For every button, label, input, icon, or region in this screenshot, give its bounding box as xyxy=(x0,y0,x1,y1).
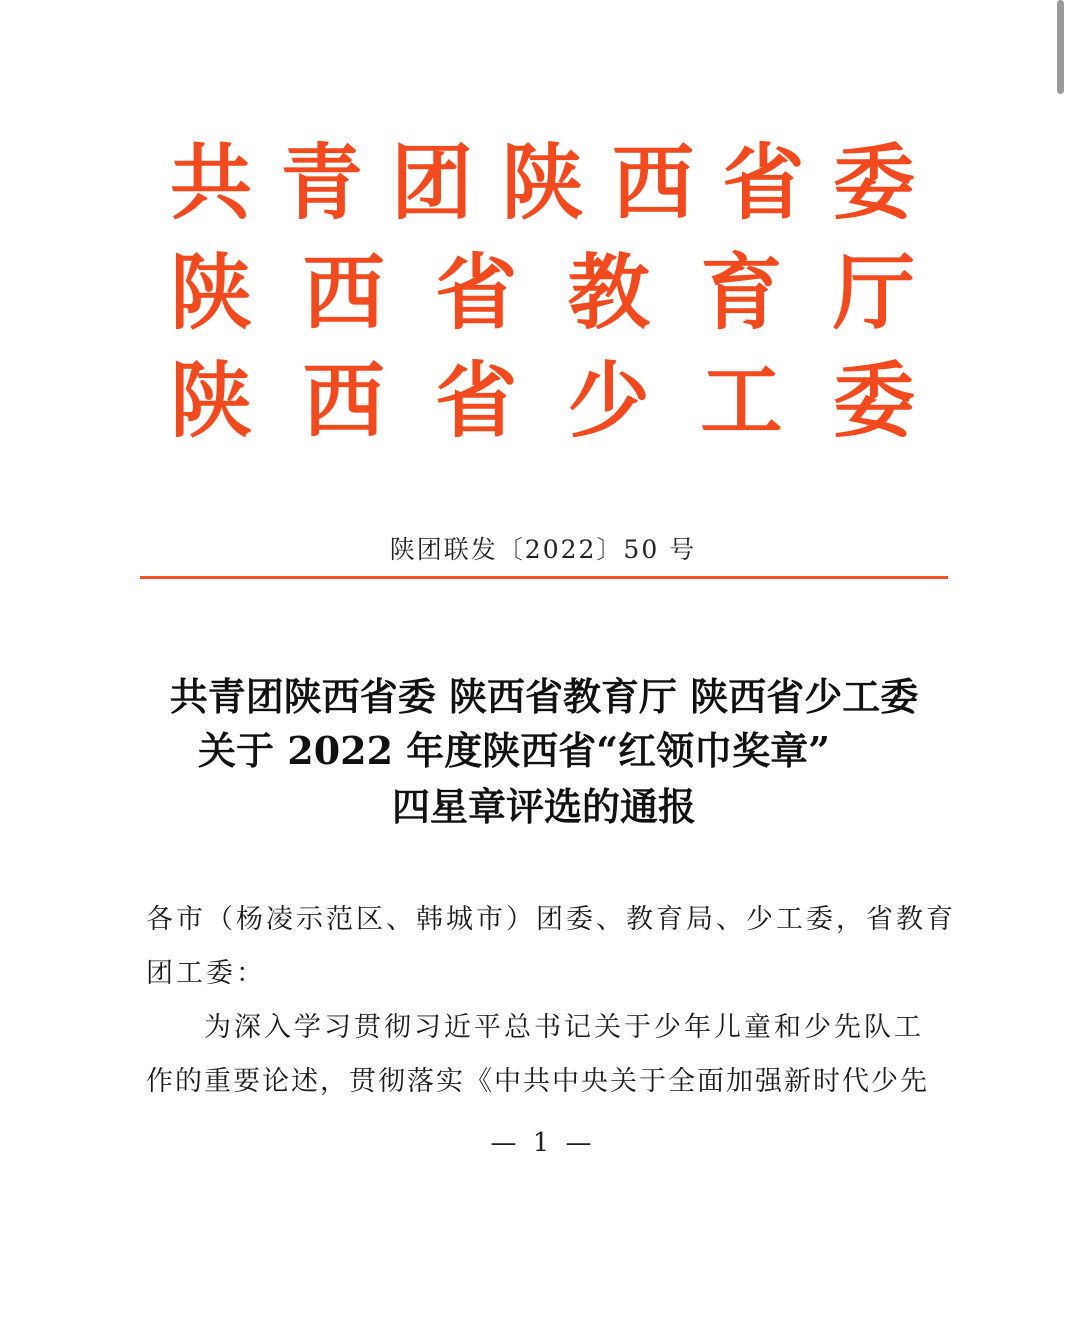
red-divider xyxy=(140,576,948,579)
issuer-char: 省 xyxy=(435,354,518,449)
issuer-char: 育 xyxy=(700,246,783,341)
scrollbar-thumb[interactable] xyxy=(1057,0,1064,94)
issuer-char: 厅 xyxy=(832,246,915,341)
issuer-char: 西 xyxy=(302,246,385,341)
issuer-char: 陕 xyxy=(501,136,584,231)
notice-title-line: 关于 2022 年度陕西省“红领巾奖章” xyxy=(198,728,830,773)
document-number: 陕团联发〔2022〕50 号 xyxy=(389,535,697,564)
recipients-line: 团工委： xyxy=(146,958,266,989)
issuer-char: 省 xyxy=(435,246,518,341)
issuer-line-education-dept xyxy=(170,248,915,340)
issuer-char: 教 xyxy=(567,246,650,341)
issuer-char: 陕 xyxy=(170,354,253,449)
body-paragraph-line: 作的重要论述，贯彻落实《中共中央关于全面加强新时代少先 xyxy=(146,1066,929,1097)
issuer-char: 委 xyxy=(832,354,915,449)
issuer-char: 省 xyxy=(722,136,805,231)
issuer-char: 团 xyxy=(390,136,473,231)
notice-title-line: 四星章评选的通报 xyxy=(391,784,696,829)
issuer-line-youth-league xyxy=(170,138,915,230)
issuer-char: 工 xyxy=(700,354,783,449)
body-paragraph-line: 为深入学习贯彻习近平总书记关于少年儿童和少先队工 xyxy=(204,1012,924,1043)
issuer-char: 陕 xyxy=(170,246,253,341)
issuer-char: 委 xyxy=(832,136,915,231)
issuer-line-young-pioneers xyxy=(170,356,915,448)
notice-title-line: 共青团陕西省委 陕西省教育厅 陕西省少工委 xyxy=(169,674,919,719)
recipients-line: 各市（杨凌示范区、韩城市）团委、教育局、少工委，省教育 xyxy=(146,904,956,935)
issuer-char: 西 xyxy=(302,354,385,449)
issuer-char: 西 xyxy=(611,136,694,231)
page-number: — 1 — xyxy=(490,1128,596,1158)
issuer-char: 共 xyxy=(170,136,253,231)
issuer-char: 青 xyxy=(280,136,363,231)
issuer-char: 少 xyxy=(567,354,650,449)
